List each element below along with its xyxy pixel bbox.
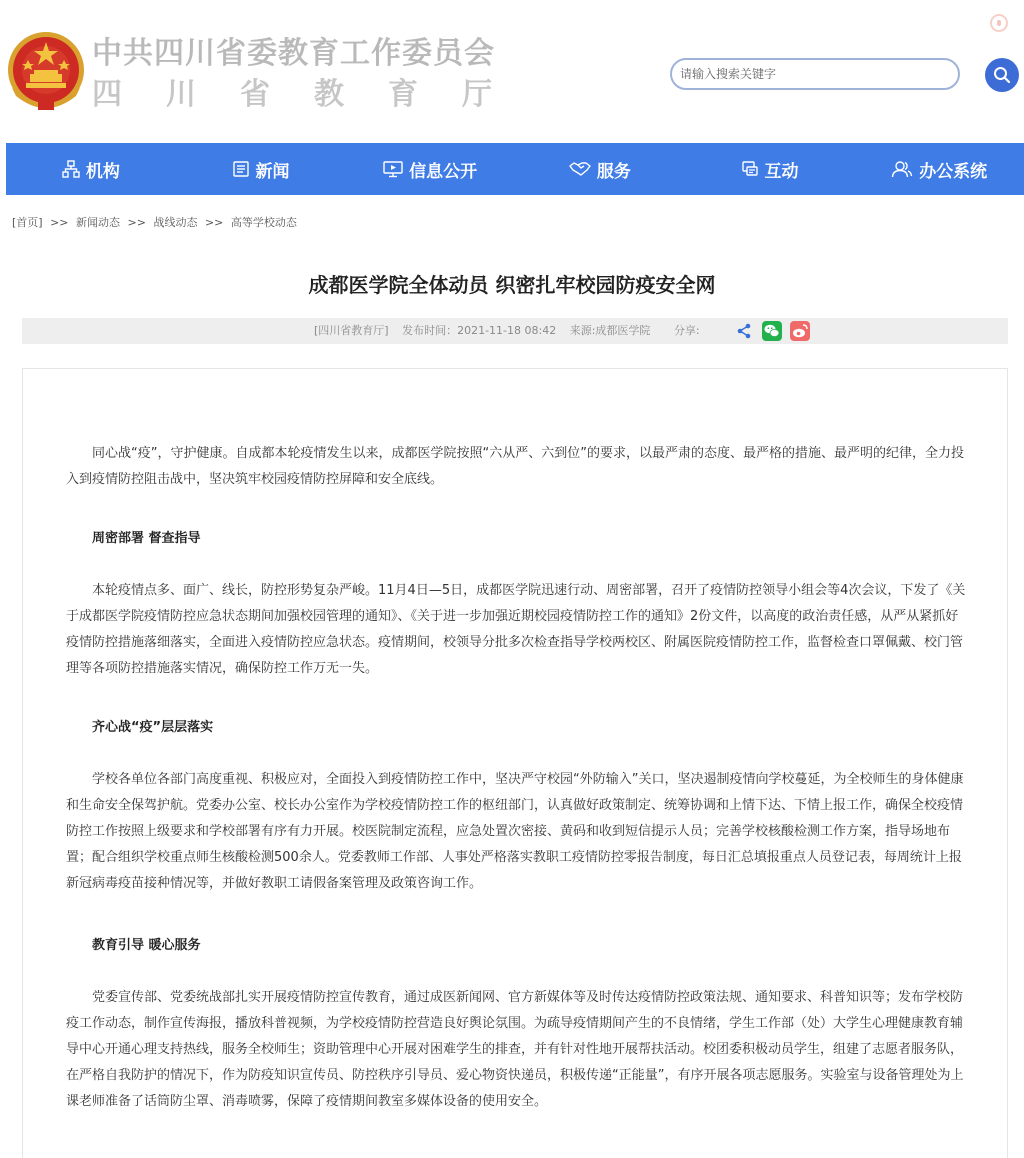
nav-item-news[interactable] <box>176 143 346 195</box>
article-paragraph: 党委宣传部、党委统战部扎实开展疫情防控宣传教育，通过成医新闻网、官方新媒体等及时传达疫情防控政策法规、通知要求、科普知识等；发布学校防疫工作动态，制作宣传海报，播放科普视频，为学校疫情防控营造良好舆论氛围。为疏导疫情期间产生的不良情绪，学生工作部（处）大学生心理健康教育辅导中心开通心理支持热线，服务全校师生；资助管理中心开展对困难学生的排查，并有针对性地开展帮扶活动。校团委积极动员学生，组建了志愿者服务队，在严格自我防护的情况下，作为防疫知识宣传员、防控秩序引导员、爱心物资快递员，积极传递“正能量”，有序开展各项志愿服务。实验室与设备管理处为上课老师准备了话筒防尘罩、消毒喷雾，保障了疫情期间教室多媒体设备的使用安全。 <box>66 990 964 1109</box>
wechat-share-icon[interactable] <box>762 321 782 341</box>
article-title: 成都医学院全体动员 织密扎牢校园防疫安全网 <box>308 273 716 297</box>
search-button[interactable] <box>985 58 1019 92</box>
news-icon <box>232 160 250 178</box>
article-paragraph: 本轮疫情点多、面广、线长，防控形势复杂严峻。11月4日—5日，成都医学院迅速行动、周密部署，召开了疫情防控领导小组会等4次会议，下发了《关于成都医学院疫情防控应急状态期间加强校园管理的通知》、《关于进一步加强近期校园疫情防控工作的通知》2份文件，以高度的政治责任感，从严从紧抓好疫情防控措施落细落实，全面进入疫情防控应急状态。疫情期间，校领导分批多次检查指导学校两校区、附属医院疫情防控工作，监督检查口罩佩戴、校门管理等各项防控措施落实情况，确保防控工作万无一失。 <box>66 583 966 676</box>
article-subheading: 教育引导 暖心服务 <box>92 938 201 953</box>
main-nav <box>6 143 1024 195</box>
nav-label-news: 新闻 <box>255 161 290 182</box>
chat-icon <box>741 160 759 178</box>
search-input[interactable] <box>678 60 942 88</box>
users-icon <box>891 160 913 178</box>
nav-item-service[interactable] <box>515 143 685 195</box>
national-emblem-logo <box>6 30 86 114</box>
article-subheading: 齐心战“疫”层层落实 <box>92 720 214 735</box>
article-subheading: 周密部署 督查指导 <box>92 531 201 546</box>
share-label: 分享: <box>673 324 700 337</box>
share-icons <box>734 321 810 341</box>
nav-label-info: 信息公开 <box>409 161 478 182</box>
nav-label-org: 机构 <box>85 161 120 182</box>
org-chart-icon <box>62 160 80 178</box>
breadcrumb-home[interactable]: [首页] <box>12 216 43 229</box>
breadcrumb-item-university[interactable]: 高等学校动态 <box>230 216 297 229</box>
nav-label-interaction: 互动 <box>764 161 799 182</box>
search-icon <box>993 66 1011 84</box>
breadcrumb-separator: >> <box>127 216 146 229</box>
nav-item-interaction[interactable] <box>685 143 855 195</box>
site-title-line2: 四川省教育厅 <box>92 77 536 112</box>
site-header <box>0 0 1024 143</box>
article-paragraph: 学校各单位各部门高度重视、积极应对，全面投入到疫情防控工作中，坚决严守校园“外防输入”关口，坚决遏制疫情向学校蔓延，为全校师生的身体健康和生命安全保驾护航。党委办公室、校长办公室作为学校疫情防控工作的枢纽部门，认真做好政策制定、统筹协调和上情下达、下情上报工作，确保全校疫情防控工作按照上级要求和学校部署有序有力开展。校医院制定流程，应急处置次密接、黄码和收到短信提示人员；完善学校核酸检测工作方案，指导场地布置；配合组织学校重点师生核酸检测500余人。党委教师工作部、人事处严格落实教职工疫情防控零报告制度，每日汇总填报重点人员登记表，每周统计上报新冠病毒疫苗接种情况等，并做好教职工请假备案管理及政策咨询工作。 <box>66 772 964 891</box>
article-source: 来源:成都医学院 <box>569 324 651 337</box>
publish-time: 发布时间：2021-11-18 08:42 <box>402 324 557 337</box>
share-icon[interactable] <box>734 321 754 341</box>
accessibility-icon[interactable] <box>990 14 1008 32</box>
nav-item-org[interactable] <box>6 143 176 195</box>
breadcrumb <box>12 214 297 230</box>
nav-label-office: 办公系统 <box>919 161 988 182</box>
article-paragraph: 同心战“疫”，守护健康。自成都本轮疫情发生以来，成都医学院按照“六从严、六到位”的要求，以最严肃的态度、最严格的措施、最严明的纪律，全力投入到疫情防控阻击战中，坚决筑牢校园疫情防控屏障和安全底线。 <box>66 446 964 487</box>
article-meta-bar <box>22 318 1008 344</box>
nav-item-office-system[interactable] <box>854 143 1024 195</box>
weibo-share-icon[interactable] <box>790 321 810 341</box>
site-title <box>92 36 536 112</box>
breadcrumb-item-news[interactable]: 新闻动态 <box>76 216 121 229</box>
monitor-icon <box>383 160 403 178</box>
search-box <box>670 58 960 90</box>
nav-label-service: 服务 <box>596 161 631 182</box>
breadcrumb-separator: >> <box>204 216 224 229</box>
site-title-line1: 中共四川省委教育工作委员会 <box>92 36 495 71</box>
handshake-icon <box>569 160 591 178</box>
source-org: [四川省教育厅] <box>314 324 389 337</box>
breadcrumb-separator: >> <box>50 216 69 229</box>
nav-item-info-disclosure[interactable] <box>345 143 515 195</box>
breadcrumb-item-sector[interactable]: 战线动态 <box>153 216 198 229</box>
